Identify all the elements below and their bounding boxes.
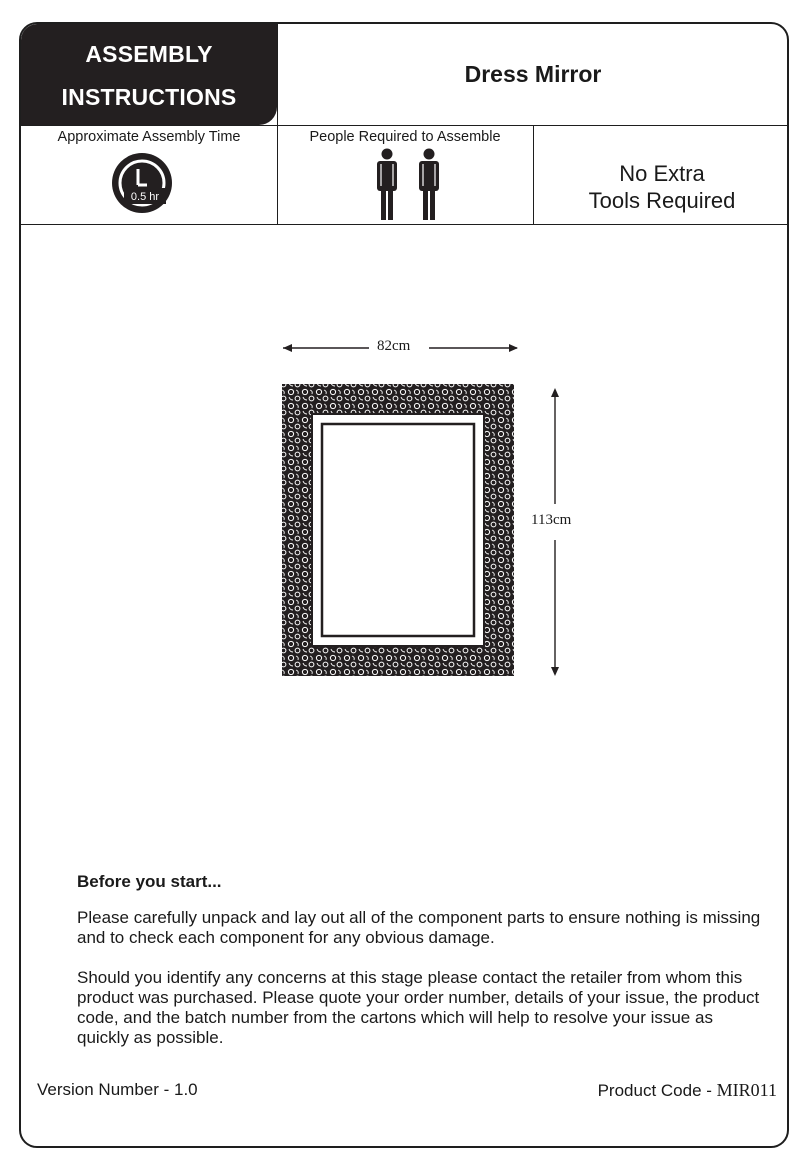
mirror-glass <box>322 424 474 636</box>
assembly-time-value: 0.5 hr <box>130 191 160 203</box>
no-tools-line2: Tools Required <box>588 188 736 213</box>
product-code <box>598 1080 777 1101</box>
banner-title-line2: INSTRUCTIONS <box>61 84 237 110</box>
no-tools-line1: No Extra <box>619 161 705 186</box>
arrowhead <box>551 388 559 397</box>
mirror-diagram <box>21 24 789 784</box>
arrowhead <box>283 344 292 352</box>
product-code-label: Product Code - <box>597 1081 712 1100</box>
height-dimension-label: 113cm <box>527 512 575 529</box>
version-number: Version Number - 1.0 <box>37 1080 198 1099</box>
instruction-sheet <box>19 22 789 1148</box>
people-required-label: People Required to Assemble <box>309 129 501 145</box>
assembly-time-label: Approximate Assembly Time <box>57 129 241 145</box>
contact-retailer-instructions: Should you identify any concerns at this stage please contact the retailer from whom this product was purchased. Please quote your order number, details of your issue, the product code, and the batch number from the cartons which will help to resolve your issue as quickly as possible. <box>77 968 760 1047</box>
product-code-value: MIR011 <box>716 1080 777 1100</box>
before-you-start-heading: Before you start... <box>77 872 222 891</box>
banner-title-line1: ASSEMBLY <box>85 41 213 67</box>
arrowhead <box>509 344 518 352</box>
unpack-instructions: Please carefully unpack and lay out all of the component parts to ensure nothing is missing and to check each component for any obvious damage. <box>77 908 761 947</box>
width-dimension-label: 82cm <box>373 338 414 355</box>
arrowhead <box>551 667 559 676</box>
product-name: Dress Mirror <box>464 61 602 87</box>
